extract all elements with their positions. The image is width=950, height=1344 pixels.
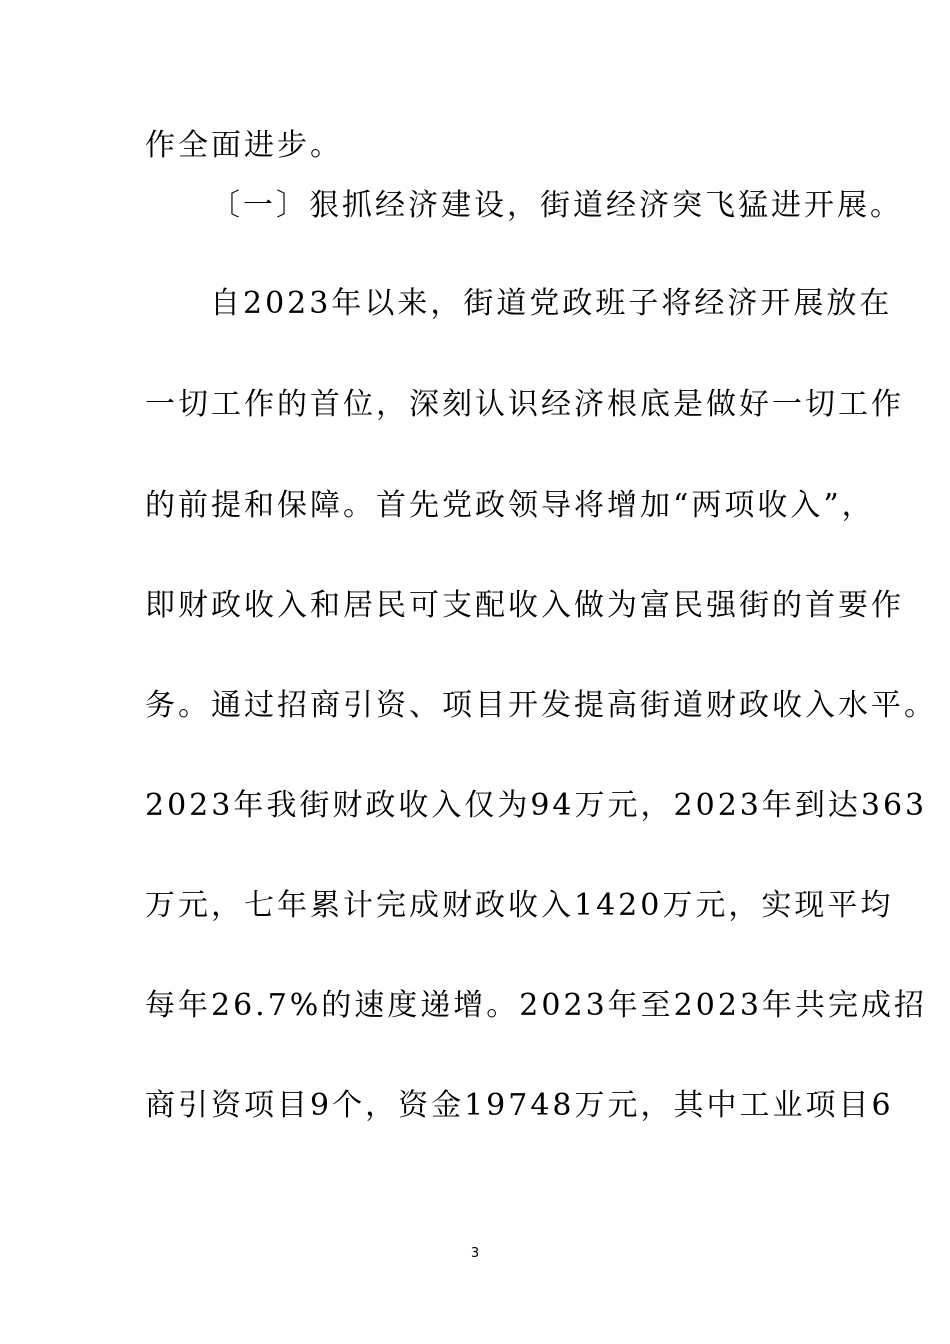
- text-line-3: 自2023年以来，街道党政班子将经济开展放在: [210, 286, 893, 321]
- text-line-7: 务。通过招商引资、项目开发提高街道财政收入水平。: [145, 688, 937, 723]
- text-line-6: 即财政收入和居民可支配收入做为富民强街的首要作: [145, 588, 904, 623]
- text-line-5: 的前提和保障。首先党政领导将增加“两项收入”，: [145, 488, 875, 523]
- text-line-9: 万元，七年累计完成财政收入1420万元，实现平均: [145, 888, 894, 923]
- text-line-11: 商引资项目9个，资金19748万元，其中工业项目6: [145, 1088, 894, 1123]
- text-line-10: 每年26.7%的速度递增。2023年至2023年共完成招: [145, 988, 927, 1023]
- text-line-8: 2023年我街财政收入仅为94万元，2023年到达363: [145, 788, 928, 823]
- section-heading: 〔一〕狠抓经济建设，街道经济突飞猛进开展。: [210, 188, 903, 223]
- text-line-1: 作全面进步。: [145, 128, 343, 163]
- page-number: 3: [470, 1246, 480, 1261]
- text-line-4: 一切工作的首位，深刻认识经济根底是做好一切工作: [145, 387, 904, 422]
